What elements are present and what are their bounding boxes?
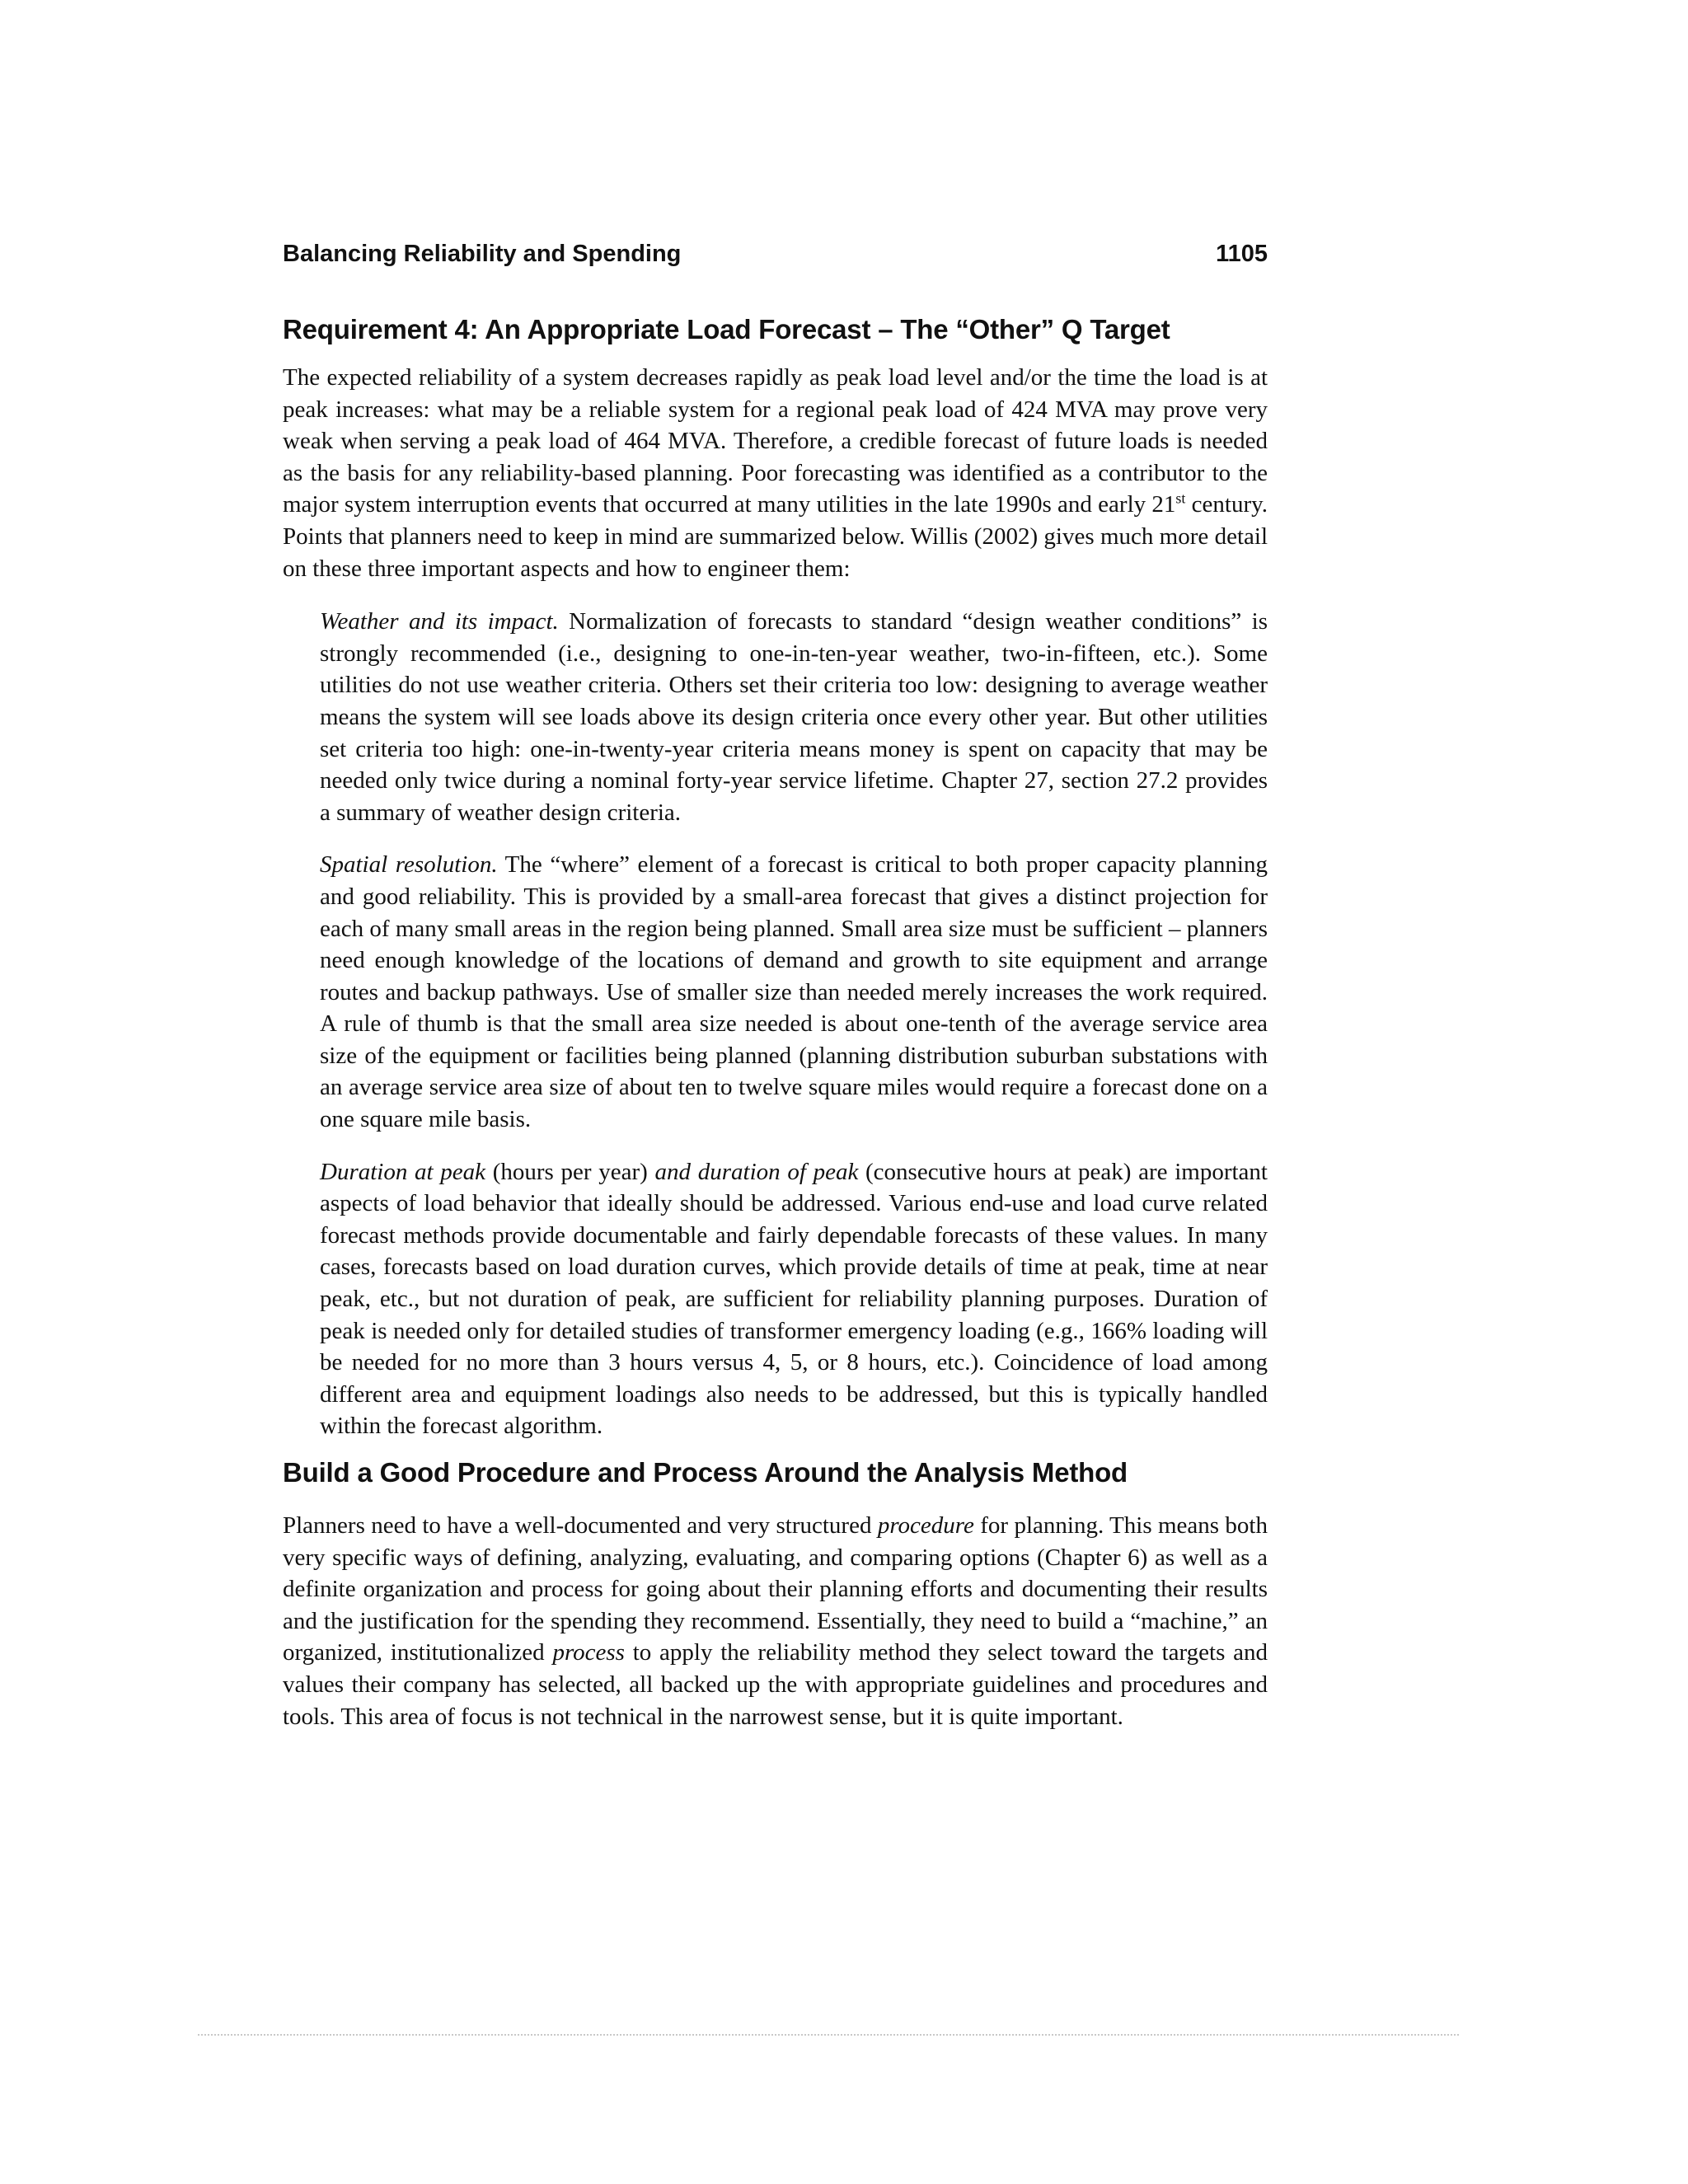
weather-text: Normalization of forecasts to standard “design weather conditions” is strongly recommended (i.e., designing to one-in-ten-year weather, two-in-fifteen, etc.). Some utilities do not use weather criteria. Others set their criteria too low: designing to average weather means the system will see loads above its design criteria once every other year. But other utilities set criteria too high: one-in-twenty-year criteria means money is spent on capacity that may be needed only twice during a nominal forty-year service lifetime. Chapter 27, section 27.2 provides a summary of weather design criteria.: [320, 608, 1268, 826]
section-heading-procedure: Build a Good Procedure and Process Around the Analysis Method: [283, 1457, 1128, 1488]
procedure-text-part3: to apply the reliability method they select toward the targets and values their company has selected, all backed up the with appropriate guidelines and procedures and tools. This area of focus is not technical in the narrowest sense, but it is quite important.: [283, 1639, 1268, 1730]
process-italic: process: [552, 1639, 625, 1666]
weather-paragraph: [320, 606, 1268, 828]
intro-text-part1: The expected reliability of a system decreases rapidly as peak load level and/or the time the load is at peak increases: what may be a reliable system for a regional peak load of 424 MVA may prove very weak when serving a peak load of 464 MVA. Therefore, a credible forecast of future loads is needed as the basis for any reliability-based planning. Poor forecasting was identified as a contributor to the major system interruption events that occurred at many utilities in the late 1990s and early 21: [283, 364, 1268, 518]
procedure-text-part2: for planning. This means both very specific ways of defining, analyzing, evaluating, and comparing options (Chapter 6) as well as a definite organization and process for going about their planning efforts and documenting their results and the justification for the spending they recommend. Essentially, they need to build a “machine,” an organized, institutionalized: [283, 1512, 1268, 1666]
duration-lead-2: and duration of peak: [654, 1158, 859, 1185]
spatial-lead: Spatial resolution.: [320, 851, 498, 879]
procedure-paragraph: [283, 1510, 1268, 1732]
spatial-text: The “where” element of a forecast is critical to both proper capacity planning and good reliability. This is provided by a small-area forecast that gives a distinct projection for each of many small areas in the region being planned. Small area size must be sufficient – planners need enough knowledge of the locations of demand and growth to site equipment and arrange routes and backup pathways. Use of smaller size than needed merely increases the work required. A rule of thumb is that the small area size needed is about one-tenth of the average service area size of the equipment or facilities being planned (planning distribution suburban substations with an average service area size of about ten to twelve square miles would require a forecast done on a one square mile basis.: [320, 851, 1268, 1133]
section-heading-load-forecast: Requirement 4: An Appropriate Load Forecast – The “Other” Q Target: [283, 314, 1170, 344]
duration-paragraph: [320, 1156, 1268, 1442]
duration-lead: Duration at peak: [320, 1158, 486, 1185]
intro-paragraph: [283, 362, 1268, 584]
page-number: 1105: [1216, 241, 1268, 267]
running-title: Balancing Reliability and Spending: [283, 241, 682, 267]
duration-text: (consecutive hours at peak) are important aspects of load behavior that ideally should be addressed. Various end-use and load curve related forecast methods provide documentable and fairly dependable forecasts of these values. In many cases, forecasts based on load duration curves, which provide details of time at peak, time at near peak, etc., but not duration of peak, are sufficient for reliability planning purposes. Duration of peak is needed only for detailed studies of transformer emergency loading (e.g., 166% loading will be needed for no more than 3 hours versus 4, 5, or 8 hours, etc.). Coincidence of load among different area and equipment loadings also needs to be addressed, but this is typically handled within the forecast algorithm.: [320, 1158, 1268, 1440]
page-body: [283, 309, 1268, 1732]
duration-mid: (hours per year): [485, 1158, 655, 1185]
scan-artifact-line: [198, 2034, 1459, 2036]
running-head: [283, 233, 1268, 274]
procedure-text-part1: Planners need to have a well-documented and very structured: [283, 1512, 878, 1539]
intro-text-part2: century. Points that planners need to keep in mind are summarized below. Willis (2002) gives much more detail on these three important aspects and how to engineer them:: [283, 491, 1268, 582]
spatial-paragraph: [320, 849, 1268, 1135]
ordinal-superscript: st: [1175, 490, 1186, 507]
weather-lead: Weather and its impact.: [320, 608, 559, 635]
procedure-italic: procedure: [877, 1512, 974, 1539]
